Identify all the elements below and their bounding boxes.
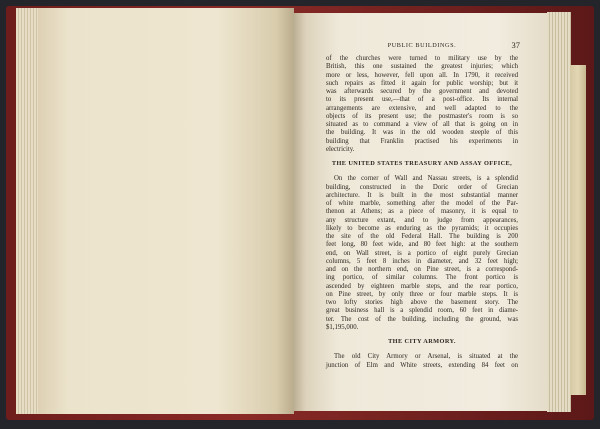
paragraph-city-armory [326, 353, 518, 370]
text-line: any structure extant, and to judge from appearances, [326, 216, 518, 224]
paragraph-post-office [326, 55, 518, 154]
left-blank-page [38, 8, 294, 414]
clipping-faint-print [571, 73, 584, 383]
text-line: architecture. It is built in the most substantial manner [326, 191, 518, 199]
text-line: The old City Armory or Arsenal, is situated at the [334, 353, 518, 361]
running-head [324, 40, 520, 52]
paragraph-treasury [326, 175, 518, 332]
text-line: thenon at Athens; as a piece of masonry, it is equal to [326, 208, 518, 216]
text-line: of white marble, something after the model of the Par- [326, 200, 518, 207]
text-line: building that Franklin practised his experiments in [326, 137, 518, 145]
text-line: such repairs as fitted it again for public worship; but it [326, 79, 518, 87]
text-line: to its present use,—that of a post-office. Its internal [326, 96, 518, 104]
left-page-edges [16, 8, 40, 414]
page-text [326, 55, 518, 370]
text-line: end, on Wall street, is a portico of eight purely Grecian [326, 249, 518, 257]
text-line: building, constructed in the Doric order of Grecian [326, 183, 518, 191]
text-line: feet long, 80 feet wide, and 80 feet high: at the southern [326, 241, 518, 249]
text-line: of the churches were turned to military use by the [326, 55, 518, 62]
text-line: and on the northern end, on Pine street, is a correspond- [326, 266, 518, 273]
text-line: was afterwards secured by the government and devoted [326, 88, 518, 95]
text-line: two lofty stories high above the basement story. The [326, 299, 518, 306]
text-line: electricity. [326, 145, 355, 153]
right-page-edges [547, 12, 571, 412]
inserted-clipping [570, 65, 586, 395]
text-line: arrangements are extensive, and well adapted to the [326, 104, 518, 112]
text-line: the site of the old Federal Hall. The building is 200 [326, 233, 518, 240]
text-line: British, this one sustained the greatest injuries; which [326, 63, 518, 71]
page-number: 37 [511, 40, 520, 50]
text-line: ascended by eighteen marble steps, and the rear portico, [326, 282, 518, 290]
text-line: situated as to command a view of all that is going on in [326, 121, 518, 128]
text-line: $1,195,000. [326, 323, 359, 331]
text-line: on Pine street, by only three or four marble steps. It is [326, 290, 518, 298]
running-head-title: PUBLIC BUILDINGS. [387, 42, 457, 49]
text-line: objects of its present use; the postmaster's room is so [326, 112, 518, 120]
heading-treasury: THE UNITED STATES TREASURY AND ASSAY OFFICE, [331, 160, 513, 167]
text-line: likely to become as enduring as the pyramids; it occupies [326, 224, 518, 232]
text-line: ter. The cost of the building, including the ground, was [326, 315, 518, 323]
text-line: more or less, however, fell upon all. In 1790, it received [326, 71, 518, 79]
text-line: the building. It was in the old wooden steeple of this [326, 129, 518, 137]
text-line: great business hall is a splendid room, 60 feet in diame- [326, 307, 518, 315]
text-line: On the corner of Wall and Nassau streets, is a splendid [334, 175, 518, 183]
text-line: ing portico, of similar columns. The front portico is [326, 274, 518, 282]
text-line: columns, 5 feet 8 inches in diameter, and 32 feet high; [326, 257, 518, 265]
heading-city-armory: THE CITY ARMORY. [388, 338, 456, 345]
text-line: junction of Elm and White streets, extending 84 feet on [326, 361, 518, 369]
